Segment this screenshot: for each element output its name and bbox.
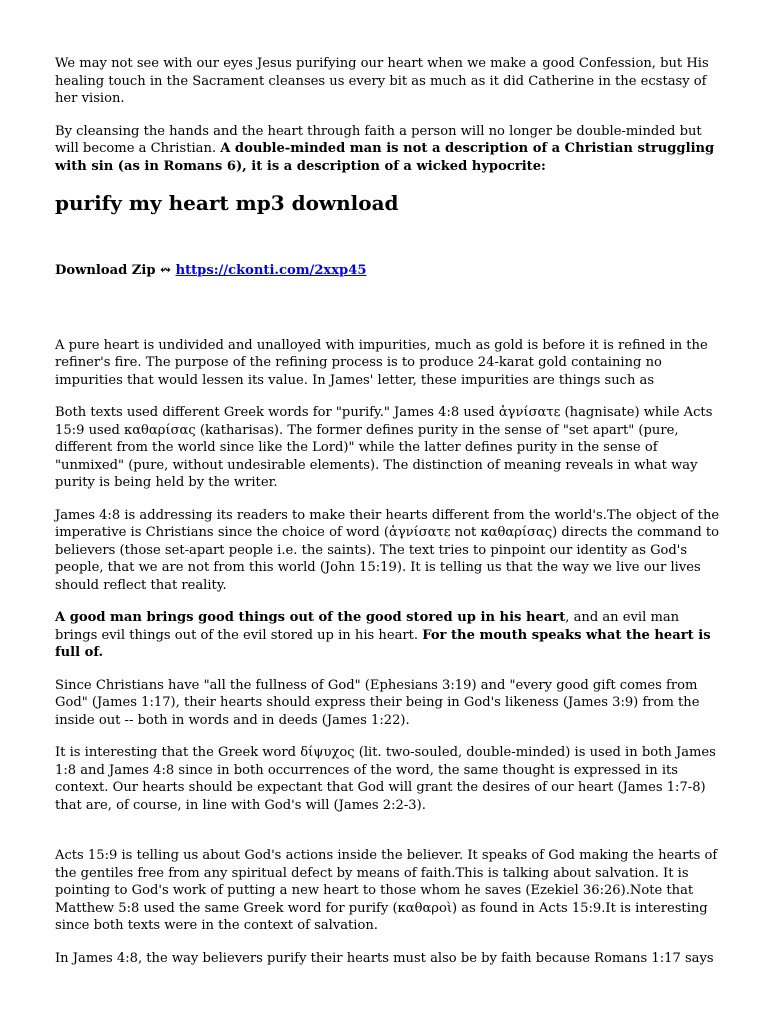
paragraph-james-4-8-text: James 4:8 is addressing its readers to make their hearts different from the world's.The object of the imperative is Christians since the choice of word (ἁγνίσατε not καθαρίσας) directs the command to believers (those set-apart people i.e. the saints). The text tries to pinpoint our identity as God's people, that we are not from this world (John 15:19). It is telling us that the way we live our lives should reflect that reality. [55, 507, 720, 593]
paragraph-double-minded-text: By cleansing the hands and the heart through faith a person will no longer be double-minded but will become a Christian. [55, 123, 702, 156]
paragraph-fullness-of-god-text: Since Christians have "all the fullness of God" (Ephesians 3:19) and "every good gift comes from God" (James 1:17), their hearts should express their being in God's likeness (James 3:9) from the inside out -- both in words and in deeds (James 1:22). [55, 677, 700, 728]
paragraph-good-man [55, 609, 725, 662]
paragraph-confession-text: We may not see with our eyes Jesus purifying our heart when we make a good Confession, but His healing touch in the Sacrament cleanses us every bit as much as it did Catherine in the ecstasy of her vision. [55, 56, 709, 106]
paragraph-by-faith-text: In James 4:8, the way believers purify their hearts must also be by faith because Romans 1:17 says [55, 950, 714, 966]
document-body [55, 55, 725, 982]
paragraph-james-4-8 [55, 507, 725, 595]
paragraph-greek-words-text: Both texts used different Greek words for "purify." James 4:8 used ἁγνίσατε (hagnisate) while Acts 15:9 used καθαρίσας (katharisas). The former defines purity in the sense of "set apart" (pure, different from the world since like the Lord)" while the latter defines purity in the sense of "unmixed" (pure, without undesirable elements). The distinction of meaning reveals in what way purity is being held by the writer. [55, 405, 713, 490]
paragraph-dipsychos-text: It is interesting that the Greek word δίψυχος (lit. two-souled, double-minded) is used in both James 1:8 and James 4:8 since in both occurrences of the word, the same thought is expressed in its context. Our hearts should be expectant that God will grant the desires of our heart (James 1:7-8) that are, of course, in line with God's will (James 2:2-3). [55, 745, 716, 813]
paragraph-double-minded-bold: A double-minded man is not a description of a Christian struggling with sin (as in Romans 6), it is a description of a wicked hypocrite: [55, 141, 715, 174]
paragraph-good-man-text: , and an evil man brings evil things out of the evil stored up in his heart. [55, 610, 680, 643]
paragraph-pure-heart [55, 337, 725, 390]
spacer [55, 280, 725, 337]
paragraph-greek-words [55, 404, 725, 492]
paragraph-by-faith [55, 950, 725, 968]
download-line [55, 262, 725, 280]
paragraph-double-minded [55, 123, 725, 176]
paragraph-pure-heart-text: A pure heart is undivided and unalloyed with impurities, much as gold is before it is refined in the refiner's fire. The purpose of the refining process is to produce 24-karat gold containing no impurities that would lessen its value. In James' letter, these impurities are things such as [55, 337, 708, 388]
spacer [55, 829, 725, 847]
paragraph-confession [55, 55, 725, 108]
download-link[interactable]: https://ckonti.com/2xxp45 [175, 263, 367, 278]
paragraph-acts-15-9-text: Acts 15:9 is telling us about God's actions inside the believer. It speaks of God making the hearts of the gentiles free from any spiritual defect by means of faith.This is talking about salvation. It is pointing to God's work of putting a new heart to those whom he saves (Ezekiel 36:26).Note that Matthew 5:8 used the same Greek word for purify (καθαροὶ) as found in Acts 15:9.It is interesting since both texts were in the context of salvation. [55, 848, 718, 933]
paragraph-good-man-bold-2: For the mouth speaks what the heart is full of. [55, 627, 711, 660]
download-label: Download Zip ↭ [55, 263, 176, 278]
paragraph-fullness-of-god [55, 677, 725, 730]
paragraph-acts-15-9 [55, 847, 725, 935]
page-heading: purify my heart mp3 download [55, 191, 399, 215]
paragraph-dipsychos [55, 744, 725, 814]
paragraph-good-man-bold-1: A good man brings good things out of the good stored up in his heart [55, 610, 566, 625]
